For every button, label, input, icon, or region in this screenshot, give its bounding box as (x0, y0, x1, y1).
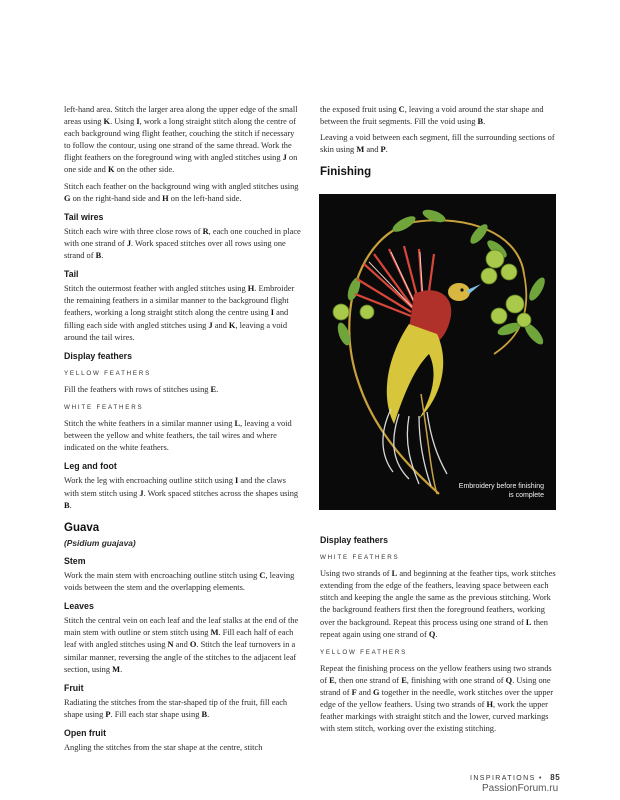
thread-code: I (136, 117, 140, 127)
subheading-stem: Stem (64, 555, 86, 566)
text-run: . (207, 709, 210, 719)
text-run: , leaving a void around the star shape and between the fruit segments. Fill the void using (320, 105, 544, 127)
subheading-tail-wires: Tail wires (64, 211, 104, 222)
text-run: and (212, 320, 229, 330)
thread-code: B (95, 251, 102, 261)
thread-code: E (329, 675, 335, 685)
text-run: Angling the stitches from the star shape at the centre, stitch (64, 743, 263, 753)
subheading-display-feathers: Display feathers (64, 350, 132, 361)
thread-code: B (477, 117, 484, 127)
thread-code: E (401, 675, 407, 685)
thread-code: J (139, 488, 144, 498)
text-run: . Work spaced stitches across the shapes using (143, 488, 299, 498)
thread-code: B (201, 709, 208, 719)
text-run: Fill the feathers with rows of stitches using (64, 384, 211, 394)
paragraph (64, 475, 301, 511)
thread-code: R (202, 226, 209, 236)
text-run: Stitch each feather on the background wing with angled stitches using (64, 181, 299, 191)
subheading-tail: Tail (64, 269, 79, 280)
text-run: Work the leg with encroaching outline stitch using (64, 476, 235, 486)
paragraph (64, 742, 301, 754)
text-run: then repeat again using one strand of (320, 617, 548, 639)
thread-code: J (208, 320, 213, 330)
embroidery-photo (319, 194, 556, 510)
text-run: . Stitch the leaf turnovers in a similar manner, reversing the angle of the stitches to the adjacent leaf section, using (64, 640, 297, 674)
text-run: , leaving voids between the stem and the overlapping elements. (64, 571, 295, 593)
text-run: , finishing with one strand of (406, 675, 506, 685)
text-run: together in the needle, work stitches over the upper edge of the yellow feathers. Using two strands of (320, 688, 554, 710)
text-run: Radiating the stitches from the star-shaped tip of the fruit, fill each shape using (64, 697, 288, 719)
right-column-bottom (320, 528, 556, 739)
text-run: on the other side. (114, 165, 175, 175)
text-run: on the left-hand side. (168, 193, 242, 203)
embroidery-illustration (319, 194, 556, 510)
text-run: Work the main stem with encroaching outline stitch using (64, 571, 260, 580)
text-run: and (356, 688, 374, 698)
subheading-leg-and-foot: Leg and foot (64, 461, 117, 472)
text-run: . (435, 629, 438, 639)
label-white-feathers: WHITE FEATHERS (320, 554, 400, 562)
paragraph (320, 104, 556, 128)
thread-code: L (391, 569, 398, 579)
latin-name: (Psidium guajava) (64, 537, 136, 548)
paragraph (64, 226, 301, 262)
thread-code: H (162, 193, 169, 203)
text-run: Stitch each wire with three close rows of (64, 226, 203, 236)
footer-section-title: INSPIRATIONS (470, 775, 536, 782)
text-run: , leaving a void around the tail wires. (64, 320, 288, 342)
text-run: on the right-hand side and (70, 193, 163, 203)
text-run: the exposed fruit using (320, 105, 399, 114)
subheading-leaves: Leaves (64, 601, 94, 612)
thread-code: H (247, 284, 255, 294)
text-run: , then one strand of (334, 675, 402, 685)
paragraph (64, 418, 301, 454)
thread-code: Q (505, 675, 513, 685)
thread-code: M (356, 145, 365, 155)
text-run: . (216, 384, 219, 394)
text-run: . Using one strand of (320, 675, 551, 698)
thread-code: K (103, 117, 111, 127)
thread-code: H (486, 700, 494, 710)
text-run: and filling each side with angled stitches using (64, 308, 289, 330)
right-column-top (320, 104, 556, 181)
thread-code: Q (428, 629, 436, 639)
thread-code: C (259, 571, 266, 580)
text-run: and beginning at the feather tips, work stitches extending from the edge of the feathers, leaving space between each stitch and keeping the angle the same as the previous stitching. Work the background feathers first then the foreground feathers, working over the background. Repeat this process using one strand of (320, 569, 556, 627)
paragraph (64, 570, 301, 594)
thread-code: P (380, 145, 386, 155)
paragraph (64, 283, 301, 343)
paragraph (320, 663, 556, 736)
subheading-display-feathers: Display feathers (320, 535, 388, 545)
text-run: , work a long straight stitch along the centre of each background wing flight feather, couching the stitch if necessary to follow the contour, using one strand of the same thread. Work the flight feathers on the foreground wing with angled stitches using (64, 117, 296, 163)
label-yellow-feathers: YELLOW FEATHERS (320, 648, 408, 656)
thread-code: M (210, 628, 219, 638)
text-run: Stitch the central vein on each leaf and the leaf stalks at the end of the main stem with outline or stem stitch using (64, 616, 299, 638)
thread-code: B (64, 500, 70, 510)
paragraph (320, 568, 556, 641)
subheading-open-fruit: Open fruit (64, 728, 107, 739)
thread-code: I (270, 308, 275, 318)
watermark: PassionForum.ru (482, 783, 559, 794)
text-run: Stitch the white feathers in a similar manner using (64, 419, 235, 429)
thread-code: J (126, 238, 131, 248)
left-column (64, 104, 301, 758)
paragraph (64, 615, 301, 675)
text-run: and (364, 145, 381, 155)
text-run: . Embroider the remaining feathers in a similar manner to the background flight feathers, working a long straight stitch along the centre using (64, 284, 295, 318)
text-run: . (483, 117, 486, 127)
text-run: . (385, 145, 388, 155)
text-run: . (101, 251, 104, 261)
footer-separator: • (539, 775, 543, 782)
text-run: left-hand area. Stitch the larger area along the upper edge of the small areas using (64, 105, 298, 127)
text-run: . Work spaced stitches over all rows using one strand of (64, 238, 286, 261)
section-heading-guava: Guava (64, 521, 100, 534)
text-run: . (120, 664, 123, 674)
thread-code: L (525, 617, 532, 627)
text-run: Repeat the finishing process on the yellow feathers using two strands of (320, 663, 552, 685)
text-run: . (69, 500, 72, 510)
text-run: and the claws with stem stitch using (64, 476, 286, 498)
text-run: Using two strands of (320, 569, 392, 579)
thread-code: K (228, 320, 236, 330)
thread-code: L (234, 419, 241, 429)
thread-code: I (234, 476, 239, 486)
label-white-feathers: WHITE FEATHERS (64, 403, 144, 411)
page-number: 85 (550, 773, 561, 782)
text-run: . Fill each star shape using (110, 709, 202, 719)
text-run: . Using (110, 117, 137, 127)
thread-code: G (373, 688, 380, 698)
text-run: . Fill each half of each leaf with angled stitches using (64, 628, 294, 650)
text-run: , leaving a void between the yellow and white feathers, the tail wires and where indicated on the white feathers. (64, 419, 292, 453)
paragraph (64, 697, 301, 721)
thread-code: N (167, 640, 174, 650)
paragraph (64, 104, 301, 177)
photo-caption: Embroidery before finishing is complete (458, 483, 544, 499)
thread-code: G (64, 193, 71, 203)
thread-code: F (351, 688, 357, 698)
label-yellow-feathers: YELLOW FEATHERS (64, 369, 152, 377)
paragraph (64, 384, 301, 396)
thread-code: C (398, 105, 405, 114)
thread-code: E (210, 384, 217, 394)
text-run: on one side and (64, 153, 298, 175)
page-footer (470, 773, 560, 782)
text-run: and (173, 640, 190, 650)
section-heading-finishing: Finishing (320, 166, 372, 179)
thread-code: P (105, 709, 111, 719)
subheading-fruit: Fruit (64, 682, 84, 693)
paragraph (320, 132, 556, 156)
thread-code: O (189, 640, 197, 650)
thread-code: K (107, 165, 115, 175)
paragraph (64, 181, 301, 205)
thread-code: M (112, 664, 121, 674)
text-run: , each one couched in place with one strand of (64, 226, 301, 248)
text-run: , work the upper feather markings with straight stitch and the lower, curved markings with stem stitch, working over the existing stitching. (320, 700, 549, 734)
text-run: Leaving a void between each segment, fill the surrounding sections of skin using (320, 133, 555, 155)
text-run: Stitch the outermost feather with angled stitches using (64, 284, 248, 294)
thread-code: J (282, 153, 287, 163)
